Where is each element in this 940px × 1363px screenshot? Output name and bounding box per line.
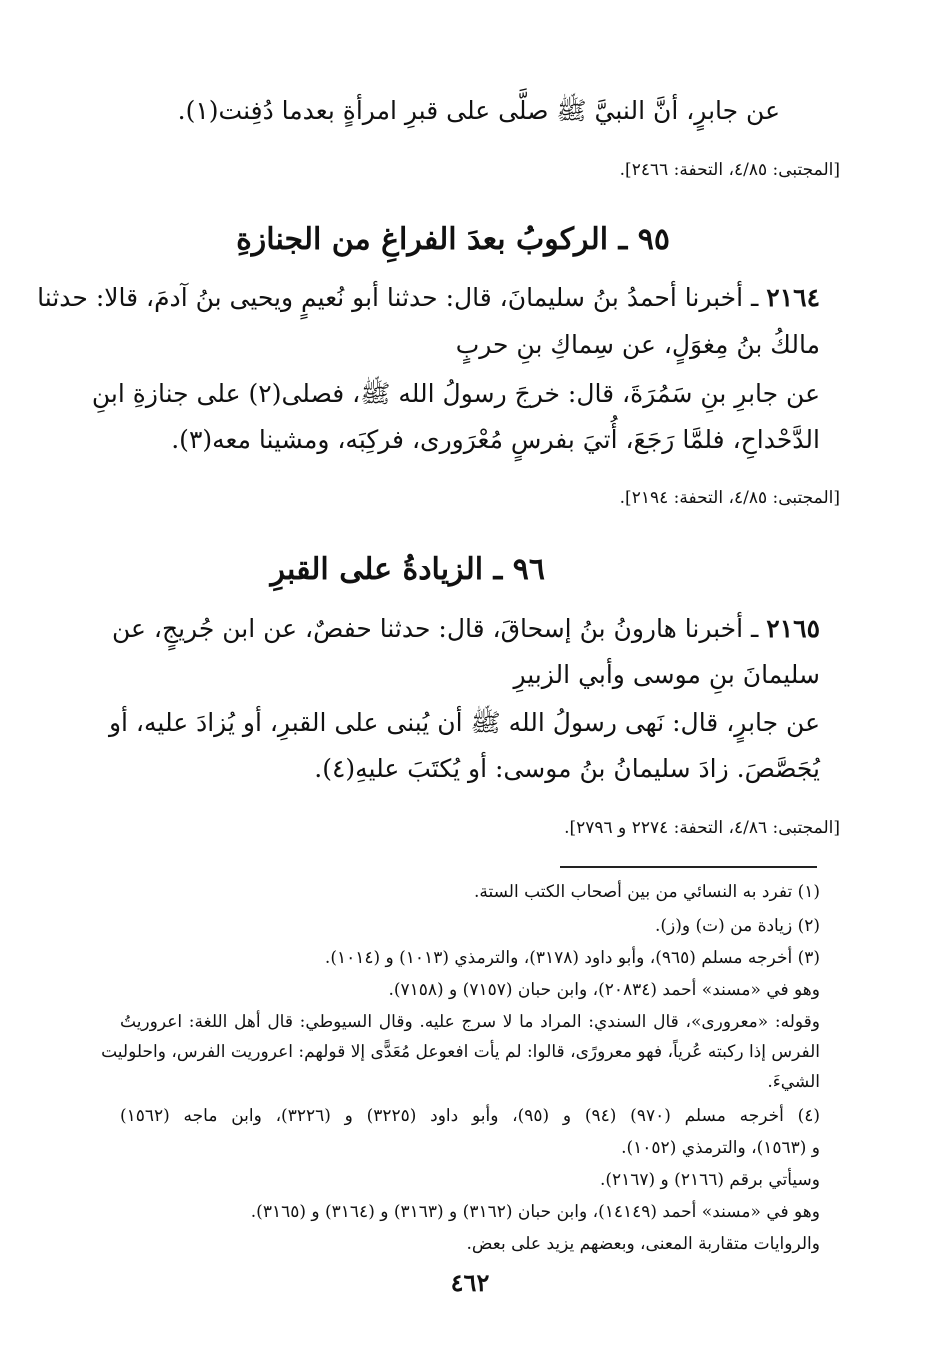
footnote-line: وسيأتي برقم (٢١٦٦) و (٢١٦٧). [599,1170,820,1190]
footnote-line: (٤) أخرجه مسلم (٩٧٠) (٩٤) و (٩٥)، وأبو داود (٣٢٢٥) و (٣٢٢٦)، وابن ماجه (١٥٦٢) [120,1106,820,1126]
hadith-text: عن جابرٍ، أنَّ النبيَّ ﷺ صلَّى على قبرِ امرأةٍ بعدما دُفِنت(١). [177,96,780,125]
reference-line: [المجتبى: ٤/٨٦، التحفة: ٢٢٧٤ و ٢٧٩٦]. [564,818,840,838]
matn-line: يُجَصَّصَ. زادَ سليمانُ بنُ موسى: أو يُكتَبَ عليهِ(٤). [314,754,820,783]
chapter-heading: ٩٥ ـ الركوبُ بعدَ الفراغِ من الجنازةِ [236,222,670,257]
footnote-line: وهو في «مسند» أحمد (١٤١٤٩)، وابن حبان (٣١٦٢) و (٣١٦٣) و (٣١٦٤) و (٣١٦٥). [250,1202,820,1222]
isnad-line [37,283,820,312]
isnad-line: مالكُ بنُ مِغوَلٍ، عن سِماكِ بنِ حربٍ [455,330,820,359]
chapter-heading: ٩٦ ـ الزيادةُ على القبرِ [270,552,545,587]
footnote-line: (٢) زيادة من (ت) و(ز). [654,916,820,936]
hadith-number: ٢١٦٤ [766,283,820,312]
matn-line: عن جابرٍ، قال: نَهى رسولُ الله ﷺ أن يُبنى على القبرِ، أو يُزادَ عليه، أو [108,708,820,737]
isnad-line: سليمانَ بنِ موسى وأبي الزبيرِ [513,660,820,689]
footnote-line: (٣) أخرجه مسلم (٩٦٥)، وأبو داود (٣١٧٨)، والترمذي (١٠١٣) و (١٠١٤). [324,948,820,968]
isnad-text: ـ أخبرنا أحمدُ بنُ سليمانَ، قال: حدثنا أبو نُعيمٍ ويحيى بنُ آدمَ، قالا: حدثنا [37,283,767,312]
footnote-line: وقوله: «معرورى»، قال السندي: المراد ما لا سرج عليه. وقال السيوطي: قال أهل اللغة: اعروريتُ [120,1012,820,1032]
reference-line: [المجتبى: ٤/٨٥، التحفة: ٢٤٦٦]. [619,160,840,180]
footnote-line: و (١٥٦٣)، والترمذي (١٠٥٢). [621,1138,820,1158]
footnote-line: الفرس إذا ركبته عُرياً، فهو معرورًى، قالوا: لم يأت افعوعل مُعَدًّى إلا قولهم: اعروريت الفرس، واحلوليت [101,1042,820,1062]
footnote-line: وهو في «مسند» أحمد (٢٠٨٣٤)، وابن حبان (٧١٥٧) و (٧١٥٨). [388,980,820,1000]
footnote-line: الشيءَ. [767,1072,820,1092]
matn-line: الدَّحْداحِ، فلمَّا رَجَعَ، أُتيَ بفرسٍ مُعْرَورى، فركِبَه، ومشينا معه(٣). [171,425,820,454]
hadith-number: ٢١٦٥ [766,614,820,643]
isnad-text: ـ أخبرنا هارونُ بنُ إسحاقَ، قال: حدثنا حفصٌ، عن ابن جُريجٍ، عن [111,614,767,643]
footnote-line: والروايات متقاربة المعنى، وبعضهم يزيد على بعض. [466,1234,820,1254]
isnad-line [111,614,820,643]
footnote-line: (١) تفرد به النسائي من بين أصحاب الكتب الستة. [473,882,820,902]
footnote-separator [560,866,817,868]
matn-line: عن جابرِ بنِ سَمُرَةَ، قال: خرجَ رسولُ الله ﷺ، فصلى(٢) على جنازةِ ابنِ [91,379,820,408]
page-number: ٤٦٢ [450,1268,490,1297]
reference-line: [المجتبى: ٤/٨٥، التحفة: ٢١٩٤]. [619,488,840,508]
